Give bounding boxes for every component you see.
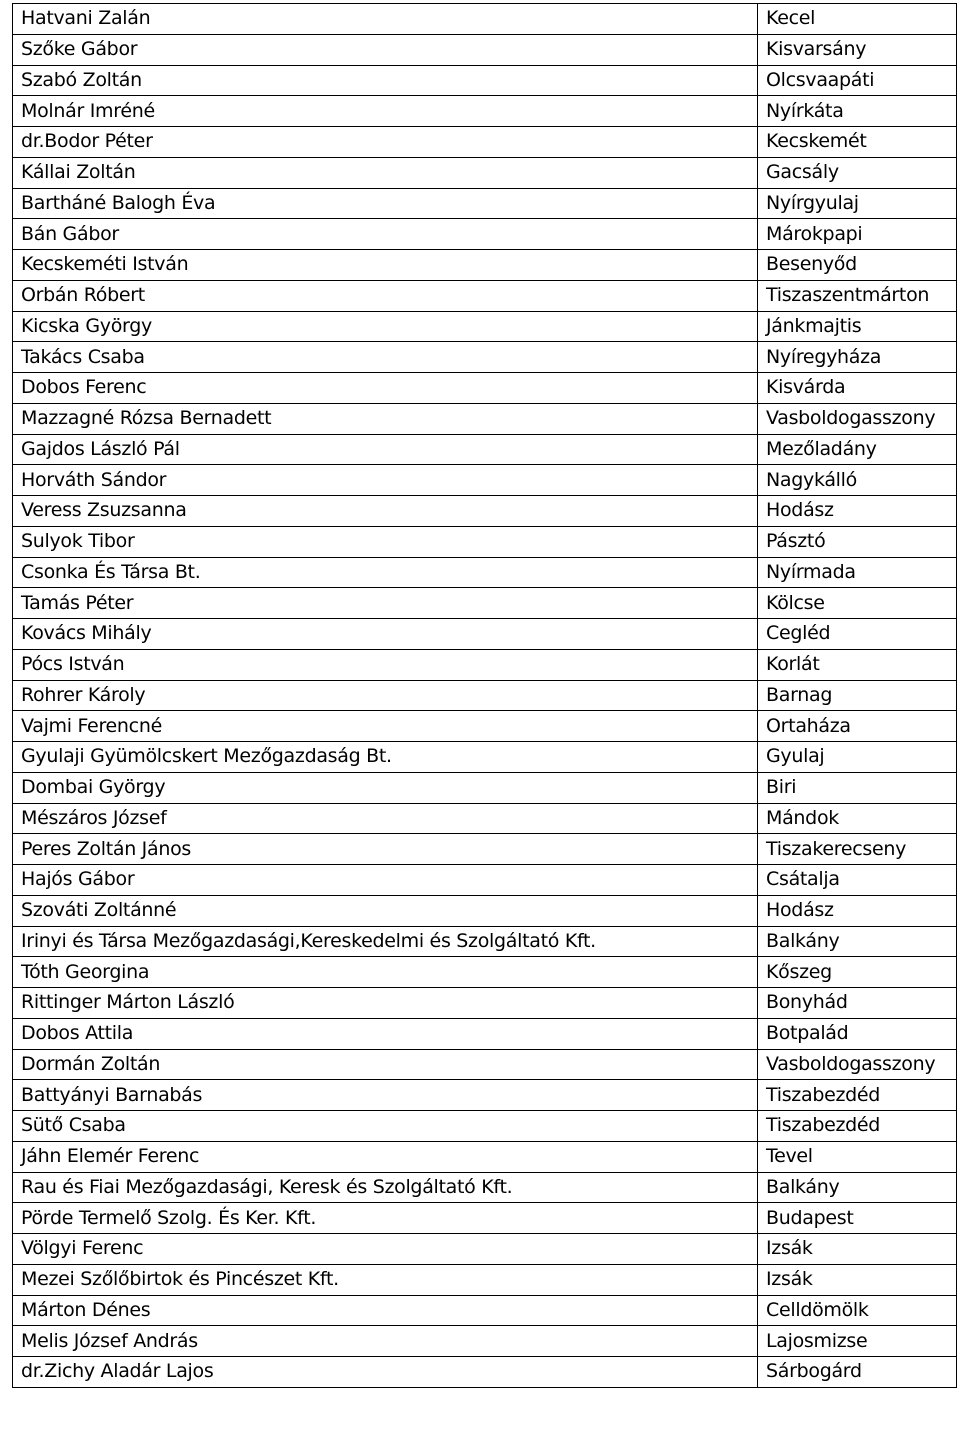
name-cell: dr.Bodor Péter	[13, 127, 758, 158]
place-cell: Tiszabezdéd	[758, 1111, 957, 1142]
table-row	[13, 1203, 957, 1234]
table-row	[13, 157, 957, 188]
name-cell: Rohrer Károly	[13, 680, 758, 711]
name-cell: Gajdos László Pál	[13, 434, 758, 465]
table-row	[13, 127, 957, 158]
place-cell: Lajosmizse	[758, 1326, 957, 1357]
name-cell: Szabó Zoltán	[13, 65, 758, 96]
name-cell: Völgyi Ferenc	[13, 1234, 758, 1265]
table-body	[13, 4, 957, 1388]
place-cell: Nyírgyulaj	[758, 188, 957, 219]
place-cell: Nyíregyháza	[758, 342, 957, 373]
place-cell: Bonyhád	[758, 988, 957, 1019]
names-places-table	[12, 3, 957, 1388]
place-cell: Balkány	[758, 1172, 957, 1203]
name-cell: Battyányi Barnabás	[13, 1080, 758, 1111]
name-cell: Molnár Imréné	[13, 96, 758, 127]
name-cell: Márton Dénes	[13, 1295, 758, 1326]
table-row	[13, 4, 957, 35]
place-cell: Botpalád	[758, 1018, 957, 1049]
place-cell: Hodász	[758, 895, 957, 926]
place-cell: Besenyőd	[758, 250, 957, 281]
name-cell: Horváth Sándor	[13, 465, 758, 496]
place-cell: Kecskemét	[758, 127, 957, 158]
place-cell: Kisvarsány	[758, 34, 957, 65]
name-cell: Sütő Csaba	[13, 1111, 758, 1142]
place-cell: Kőszeg	[758, 957, 957, 988]
place-cell: Olcsvaapáti	[758, 65, 957, 96]
table-row	[13, 1295, 957, 1326]
name-cell: Hajós Gábor	[13, 865, 758, 896]
place-cell: Vasboldogasszony	[758, 1049, 957, 1080]
table-row	[13, 834, 957, 865]
name-cell: Kállai Zoltán	[13, 157, 758, 188]
name-cell: Csonka És Társa Bt.	[13, 557, 758, 588]
table-row	[13, 1326, 957, 1357]
table-row	[13, 526, 957, 557]
place-cell: Tevel	[758, 1141, 957, 1172]
place-cell: Gacsály	[758, 157, 957, 188]
name-cell: Dobos Attila	[13, 1018, 758, 1049]
table-row	[13, 772, 957, 803]
table-row	[13, 311, 957, 342]
name-cell: Dormán Zoltán	[13, 1049, 758, 1080]
table-row	[13, 895, 957, 926]
table-row	[13, 373, 957, 404]
place-cell: Barnag	[758, 680, 957, 711]
table-row	[13, 1018, 957, 1049]
name-cell: Dombai György	[13, 772, 758, 803]
place-cell: Márokpapi	[758, 219, 957, 250]
place-cell: Tiszaszentmárton	[758, 280, 957, 311]
table-row	[13, 588, 957, 619]
table-row	[13, 1357, 957, 1388]
name-cell: Gyulaji Gyümölcskert Mezőgazdaság Bt.	[13, 742, 758, 773]
place-cell: Izsák	[758, 1234, 957, 1265]
name-cell: Peres Zoltán János	[13, 834, 758, 865]
place-cell: Ortaháza	[758, 711, 957, 742]
table-row	[13, 1264, 957, 1295]
table-row	[13, 250, 957, 281]
name-cell: Irinyi és Társa Mezőgazdasági,Kereskedelmi és Szolgáltató Kft.	[13, 926, 758, 957]
table-row	[13, 403, 957, 434]
name-cell: Sulyok Tibor	[13, 526, 758, 557]
table-row	[13, 434, 957, 465]
name-cell: Mazzagné Rózsa Bernadett	[13, 403, 758, 434]
name-cell: Melis József András	[13, 1326, 758, 1357]
table-row	[13, 1080, 957, 1111]
name-cell: Rau és Fiai Mezőgazdasági, Keresk és Szolgáltató Kft.	[13, 1172, 758, 1203]
name-cell: Kovács Mihály	[13, 619, 758, 650]
place-cell: Jánkmajtis	[758, 311, 957, 342]
table-row	[13, 1049, 957, 1080]
table-row	[13, 649, 957, 680]
place-cell: Tiszabezdéd	[758, 1080, 957, 1111]
table-row	[13, 280, 957, 311]
name-cell: Pörde Termelő Szolg. És Ker. Kft.	[13, 1203, 758, 1234]
name-cell: Jáhn Elemér Ferenc	[13, 1141, 758, 1172]
table-row	[13, 988, 957, 1019]
name-cell: Kicska György	[13, 311, 758, 342]
table-row	[13, 34, 957, 65]
table-row	[13, 1234, 957, 1265]
name-cell: Mezei Szőlőbirtok és Pincészet Kft.	[13, 1264, 758, 1295]
table-row	[13, 957, 957, 988]
table-row	[13, 865, 957, 896]
table-row	[13, 65, 957, 96]
table-row	[13, 496, 957, 527]
table-row	[13, 465, 957, 496]
place-cell: Tiszakerecseny	[758, 834, 957, 865]
place-cell: Mezőladány	[758, 434, 957, 465]
place-cell: Nagykálló	[758, 465, 957, 496]
place-cell: Sárbogárd	[758, 1357, 957, 1388]
name-cell: Bartháné Balogh Éva	[13, 188, 758, 219]
place-cell: Gyulaj	[758, 742, 957, 773]
name-cell: dr.Zichy Aladár Lajos	[13, 1357, 758, 1388]
place-cell: Korlát	[758, 649, 957, 680]
name-cell: Tamás Péter	[13, 588, 758, 619]
place-cell: Kecel	[758, 4, 957, 35]
table-row	[13, 219, 957, 250]
table-row	[13, 1141, 957, 1172]
name-cell: Orbán Róbert	[13, 280, 758, 311]
name-cell: Dobos Ferenc	[13, 373, 758, 404]
place-cell: Mándok	[758, 803, 957, 834]
table-row	[13, 803, 957, 834]
place-cell: Celldömölk	[758, 1295, 957, 1326]
place-cell: Budapest	[758, 1203, 957, 1234]
name-cell: Kecskeméti István	[13, 250, 758, 281]
name-cell: Szőke Gábor	[13, 34, 758, 65]
place-cell: Csátalja	[758, 865, 957, 896]
name-cell: Szováti Zoltánné	[13, 895, 758, 926]
place-cell: Kisvárda	[758, 373, 957, 404]
table-row	[13, 619, 957, 650]
name-cell: Hatvani Zalán	[13, 4, 758, 35]
name-cell: Bán Gábor	[13, 219, 758, 250]
table-row	[13, 742, 957, 773]
name-cell: Rittinger Márton László	[13, 988, 758, 1019]
place-cell: Cegléd	[758, 619, 957, 650]
table-row	[13, 680, 957, 711]
name-cell: Vajmi Ferencné	[13, 711, 758, 742]
name-cell: Mészáros József	[13, 803, 758, 834]
table-row	[13, 557, 957, 588]
place-cell: Nyírkáta	[758, 96, 957, 127]
place-cell: Balkány	[758, 926, 957, 957]
table-row	[13, 1111, 957, 1142]
place-cell: Nyírmada	[758, 557, 957, 588]
place-cell: Biri	[758, 772, 957, 803]
place-cell: Kölcse	[758, 588, 957, 619]
table-row	[13, 926, 957, 957]
table-row	[13, 96, 957, 127]
place-cell: Hodász	[758, 496, 957, 527]
name-cell: Takács Csaba	[13, 342, 758, 373]
table-row	[13, 1172, 957, 1203]
name-cell: Tóth Georgina	[13, 957, 758, 988]
table-row	[13, 342, 957, 373]
place-cell: Vasboldogasszony	[758, 403, 957, 434]
name-cell: Veress Zsuzsanna	[13, 496, 758, 527]
place-cell: Pásztó	[758, 526, 957, 557]
name-cell: Pócs István	[13, 649, 758, 680]
table-row	[13, 711, 957, 742]
place-cell: Izsák	[758, 1264, 957, 1295]
table-row	[13, 188, 957, 219]
